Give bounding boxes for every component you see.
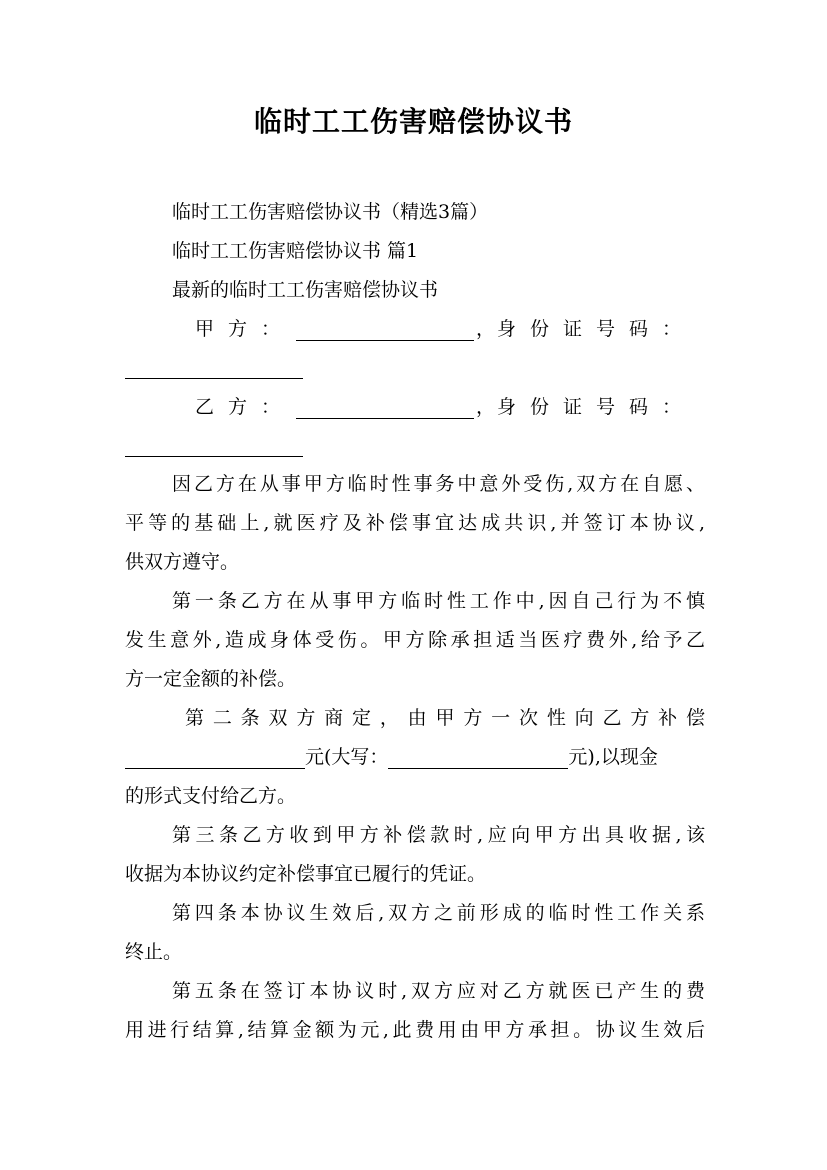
- party-b-line: [195, 395, 695, 419]
- party-a-line: [195, 317, 695, 341]
- article3-line-2: 收据为本协议约定补偿事宜已履行的凭证。: [125, 863, 487, 885]
- party-a-name-blank[interactable]: [296, 320, 474, 341]
- compensation-amount-blank[interactable]: [125, 748, 305, 769]
- article3-line-1: 第三条乙方收到甲方补偿款时,应向甲方出具收据,该: [172, 824, 705, 846]
- article2-yuan-open: 元(大写：: [305, 746, 389, 768]
- party-b-name-blank[interactable]: [296, 398, 474, 419]
- compensation-amount-words-blank[interactable]: [388, 748, 568, 769]
- party-b-id-line: [125, 433, 705, 457]
- article4-line-1: 第四条本协议生效后,双方之前形成的临时性工作关系: [172, 902, 705, 924]
- party-a-id-blank[interactable]: [125, 358, 303, 379]
- party-a-label: 甲方：: [195, 318, 295, 340]
- article2-line-2: [125, 745, 705, 769]
- article2-line-3: 的形式支付给乙方。: [125, 785, 297, 807]
- article5-line-2: 用进行结算,结算金额为元,此费用由甲方承担。协议生效后: [125, 1019, 705, 1041]
- party-a-comma: ，: [475, 318, 495, 340]
- party-b-label: 乙方：: [195, 396, 295, 418]
- intro-line-1: 因乙方在从事甲方临时性事务中意外受伤,双方在自愿、: [172, 473, 705, 495]
- article2-line-1: 第二条双方商定，由甲方一次性向乙方补偿: [185, 707, 705, 729]
- article5-line-1: 第五条在签订本协议时,双方应对乙方就医已产生的费: [172, 980, 705, 1002]
- subtitle-line: 临时工工伤害赔偿协议书（精选3篇）: [172, 201, 489, 223]
- article4-line-2: 终止。: [125, 941, 183, 963]
- intro-line-2: 平等的基础上,就医疗及补偿事宜达成共识,并签订本协议,: [125, 512, 705, 534]
- party-b-id-blank[interactable]: [125, 436, 303, 457]
- piece-line: 临时工工伤害赔偿协议书 篇1: [172, 240, 419, 262]
- article1-line-1: 第一条乙方在从事甲方临时性工作中,因自己行为不慎: [172, 590, 705, 612]
- party-b-comma: ，: [475, 396, 495, 418]
- party-a-id-line: [125, 355, 705, 379]
- latest-line: 最新的临时工工伤害赔偿协议书: [172, 279, 439, 301]
- article1-line-3: 方一定金额的补偿。: [125, 668, 297, 690]
- article1-line-2: 发生意外,造成身体受伤。甲方除承担适当医疗费外,给予乙: [125, 629, 705, 651]
- party-a-id-label: 身份证号码：: [496, 318, 695, 340]
- document-title: 临时工工伤害赔偿协议书: [253, 105, 573, 138]
- article2-yuan-close: 元),以现金: [568, 746, 658, 768]
- party-b-id-label: 身份证号码：: [496, 396, 695, 418]
- intro-line-3: 供双方遵守。: [125, 551, 240, 573]
